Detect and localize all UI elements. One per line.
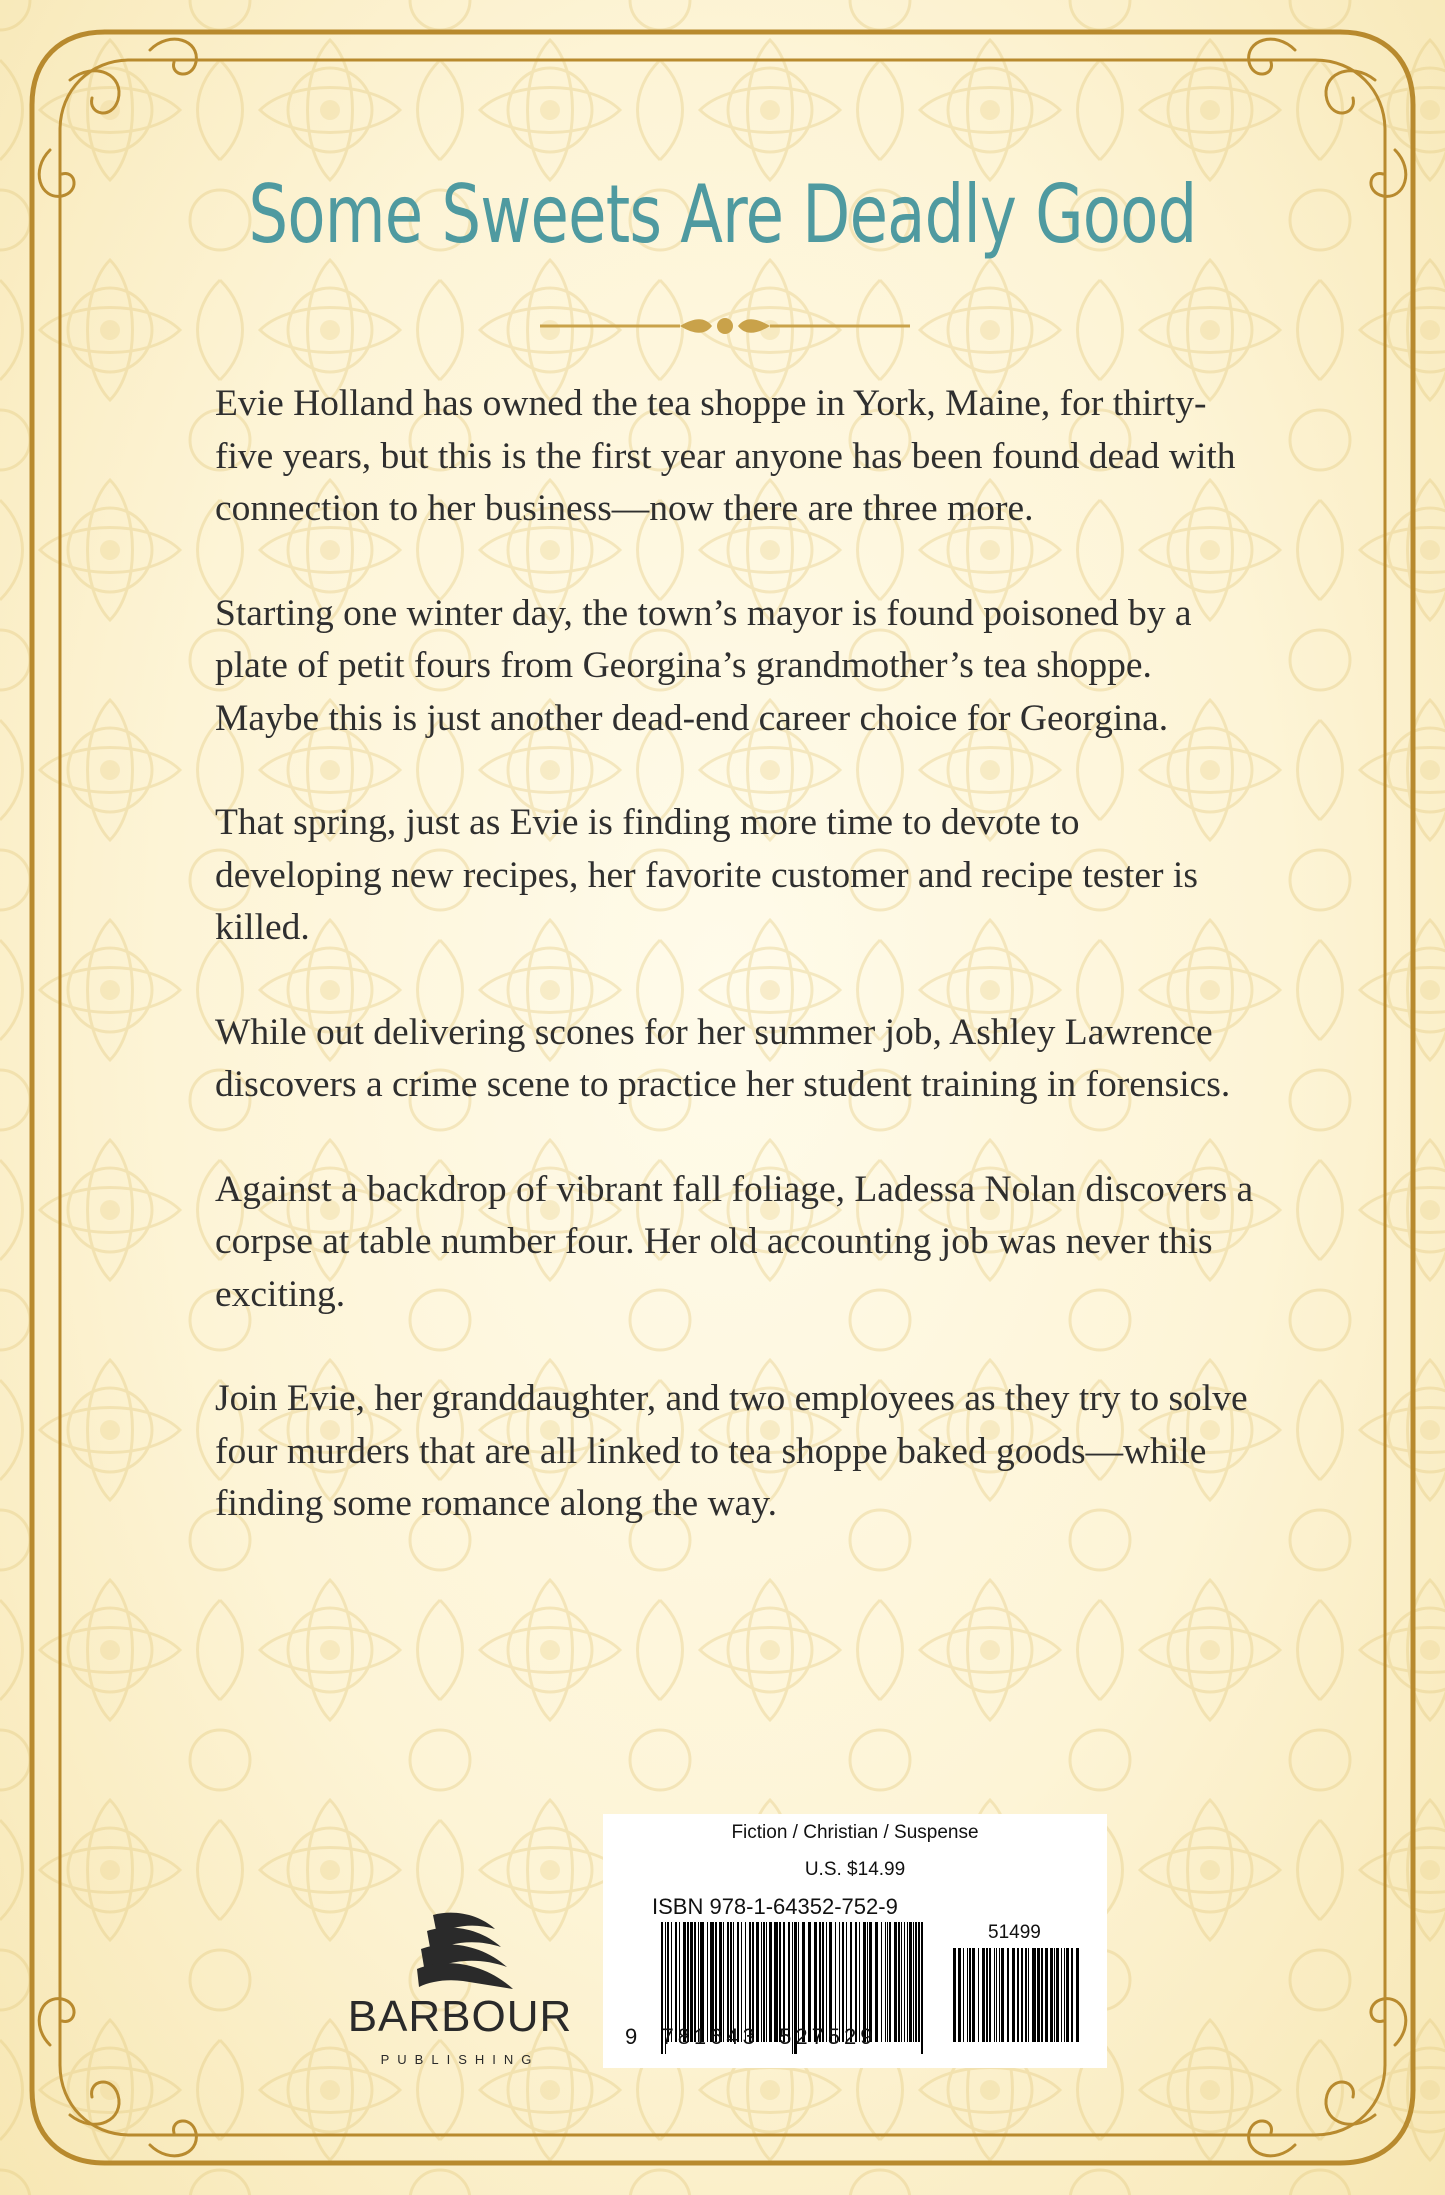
barcode-bar bbox=[969, 1948, 971, 2042]
barcode-bar bbox=[958, 1948, 961, 2042]
barcode-bar bbox=[881, 1922, 882, 2042]
barcode-bar bbox=[1037, 1948, 1040, 2042]
barcode-bar bbox=[1041, 1948, 1043, 2042]
barcode-bar bbox=[1045, 1948, 1048, 2042]
barcode-bar bbox=[915, 1922, 917, 2042]
barcode-bar bbox=[1056, 1948, 1059, 2042]
barcode-bar bbox=[1012, 1948, 1015, 2042]
barcode-bar bbox=[1054, 1948, 1055, 2042]
barcode-bar bbox=[982, 1948, 985, 2042]
barcode-bar bbox=[953, 1948, 956, 2042]
blurb-paragraph: That spring, just as Evie is finding more time to devote to developing new recipes, her favorite customer and recipe tester is killed. bbox=[215, 802, 1198, 948]
barcode-bar bbox=[1007, 1948, 1009, 2042]
barcode-bar bbox=[978, 1948, 979, 2042]
barcode-bar bbox=[967, 1948, 968, 2042]
barcode-bar bbox=[1066, 1948, 1069, 2042]
barcode-bar bbox=[1032, 1948, 1036, 2042]
blurb-paragraph: Against a backdrop of vibrant fall foliage, Ladessa Nolan discovers a corpse at table number four. Her old accounting job was never this exciting. bbox=[215, 1168, 1254, 1315]
barcode-bar bbox=[1061, 1948, 1062, 2042]
barcode-bar bbox=[1064, 1948, 1065, 2042]
genre-category: Fiction / Christian / Suspense bbox=[731, 1822, 979, 1843]
barcode-digits: 9 781643 527529 bbox=[625, 2024, 877, 2049]
barcode-bar bbox=[1017, 1948, 1019, 2042]
cover-headline: Some Sweets Are Deadly Good bbox=[248, 168, 1197, 261]
blurb-paragraph: While out delivering scones for her summer job, Ashley Lawrence discovers a crime scene to practice her student training in forensics. bbox=[215, 1011, 1231, 1105]
price-label: U.S. $14.99 bbox=[804, 1859, 906, 1880]
barcode-bar bbox=[1025, 1948, 1027, 2042]
barcode-bar bbox=[901, 1922, 902, 2042]
barcode-bar bbox=[889, 1922, 891, 2042]
barcode-bar bbox=[1001, 1948, 1004, 2042]
publisher-subtitle: PUBLISHING bbox=[380, 2052, 540, 2067]
barcode-bar bbox=[921, 1922, 923, 2054]
blurb-paragraph: Evie Holland has owned the tea shoppe in York, Maine, for thirty-five years, but this is the first year anyone has been found dead with connection to her business—now there are three more. bbox=[215, 383, 1236, 529]
barcode-bar bbox=[996, 1948, 997, 2042]
barcode-bar bbox=[1050, 1948, 1053, 2042]
barcode-bar bbox=[885, 1922, 886, 2042]
blurb-paragraph: Starting one winter day, the town’s mayor is found poisoned by a plate of petit fours from Georgina’s grandmother’s tea shoppe. Maybe this is just another dead-end career choice for Georgina. bbox=[215, 592, 1192, 739]
barcode-bar bbox=[1021, 1948, 1023, 2042]
barcode-bar bbox=[909, 1922, 912, 2042]
barcode-bar bbox=[887, 1922, 888, 2042]
barcode-bar bbox=[999, 1948, 1000, 2042]
barcode-bar bbox=[894, 1922, 897, 2042]
barcode-bar bbox=[989, 1948, 991, 2042]
barcode-bar bbox=[918, 1922, 920, 2042]
barcode-bar bbox=[904, 1922, 905, 2042]
barcode-bar bbox=[907, 1922, 908, 2042]
publisher-name: BARBOUR bbox=[347, 1992, 573, 2041]
barcode-bar bbox=[913, 1922, 914, 2042]
barcode-bar bbox=[986, 1948, 988, 2042]
barcode-bar bbox=[972, 1948, 975, 2042]
barcode-bar bbox=[1076, 1948, 1079, 2042]
barcode-bar bbox=[1028, 1948, 1029, 2042]
barcode-bar bbox=[994, 1948, 995, 2042]
open-book-icon bbox=[345, 1895, 575, 2075]
blurb-paragraph: Join Evie, her granddaughter, and two employees as they try to solve four murders that are all linked to tea shoppe baked goods—while finding some romance along the way. bbox=[215, 1378, 1248, 1524]
isbn-barcode-box bbox=[603, 1814, 1107, 2068]
barcode-bar bbox=[1071, 1948, 1073, 2042]
addon-barcode-bars bbox=[953, 1948, 1079, 2054]
blurb-text bbox=[215, 378, 1255, 1583]
barcode-bar bbox=[898, 1922, 900, 2042]
price-addon-code: 51499 bbox=[988, 1922, 1041, 1943]
isbn-label: ISBN 978-1-64352-752-9 bbox=[652, 1894, 898, 1919]
barcode-bar bbox=[963, 1948, 964, 2042]
decorative-divider bbox=[540, 313, 910, 339]
